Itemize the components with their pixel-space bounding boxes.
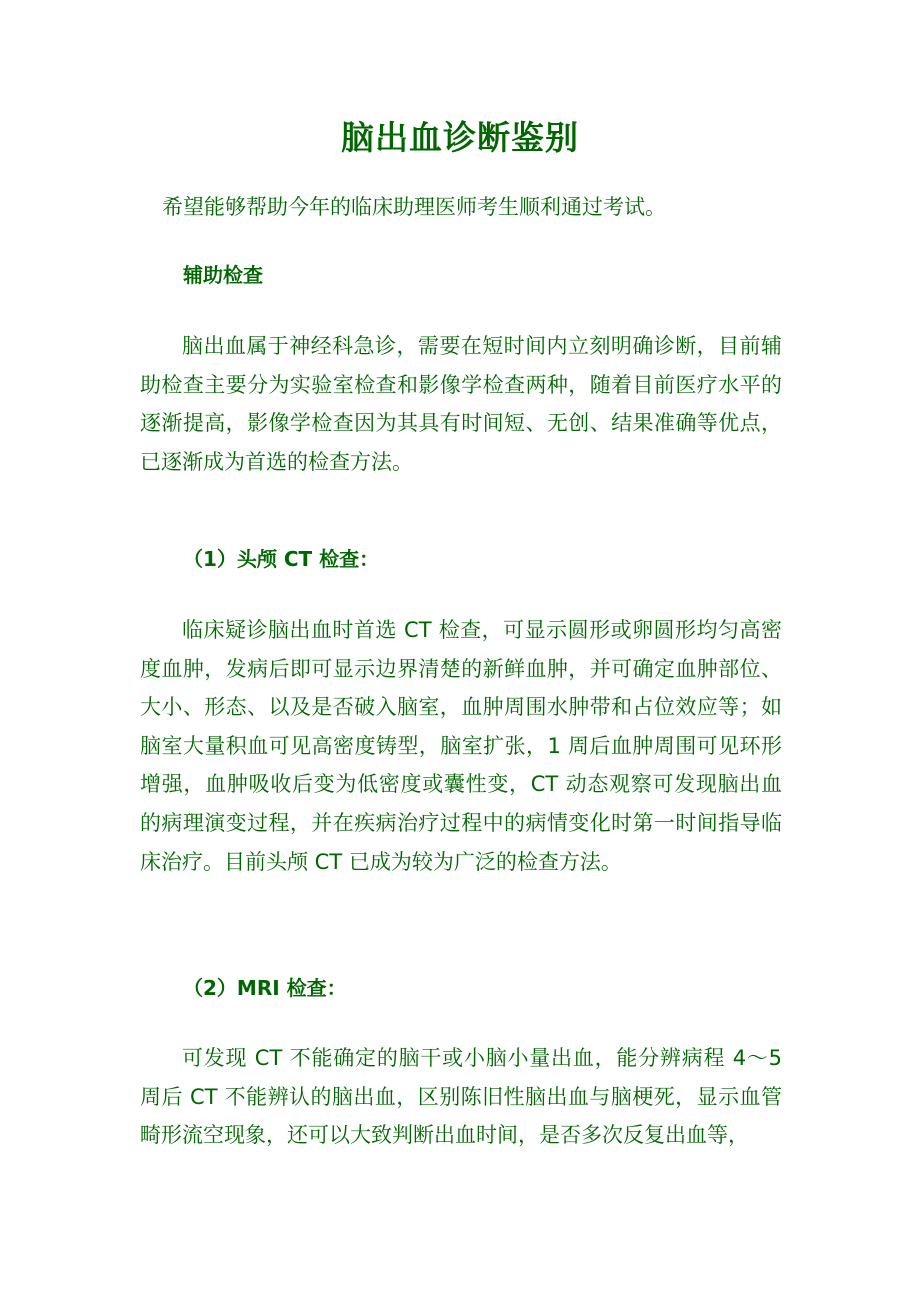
intro-text: 希望能够帮助今年的临床助理医师考生顺利通过考试。	[162, 195, 666, 219]
mri-heading: （2）MRI 检查：	[183, 976, 347, 1000]
mri-paragraph: 可发现 CT 不能确定的脑干或小脑小量出血，能分辨病程 4～5 周后 CT 不能辨认的脑出血，区别陈旧性脑出血与脑梗死，显示血管畸形流空现象，还可以大致判断出血时间，是否多次反复出血等，	[140, 1046, 782, 1148]
document-title: 脑出血诊断鉴别	[341, 118, 579, 157]
section-heading-auxiliary-exam: 辅助检查	[183, 263, 263, 287]
auxiliary-exam-paragraph: 脑出血属于神经科急诊，需要在短时间内立刻明确诊断，目前辅助检查主要分为实验室检查和影像学检查两种，随着目前医疗水平的逐渐提高，影像学检查因为其具有时间短、无创、结果准确等优点，已逐渐成为首选的检查方法。	[140, 334, 782, 474]
ct-paragraph: 临床疑诊脑出血时首选 CT 检查，可显示圆形或卵圆形均匀高密度血肿，发病后即可显示边界清楚的新鲜血肿，并可确定血肿部位、大小、形态、以及是否破入脑室，血肿周围水肿带和占位效应等；如脑室大量积血可见高密度铸型，脑室扩张，1 周后血肿周围可见环形增强，血肿吸收后变为低密度或囊性变，CT 动态观察可发现脑出血的病理演变过程，并在疾病治疗过程中的病情变化时第一时间指导临床治疗。目前头颅 CT 已成为较为广泛的检查方法。	[140, 618, 782, 874]
ct-heading: （1）头颅 CT 检查：	[183, 547, 380, 571]
